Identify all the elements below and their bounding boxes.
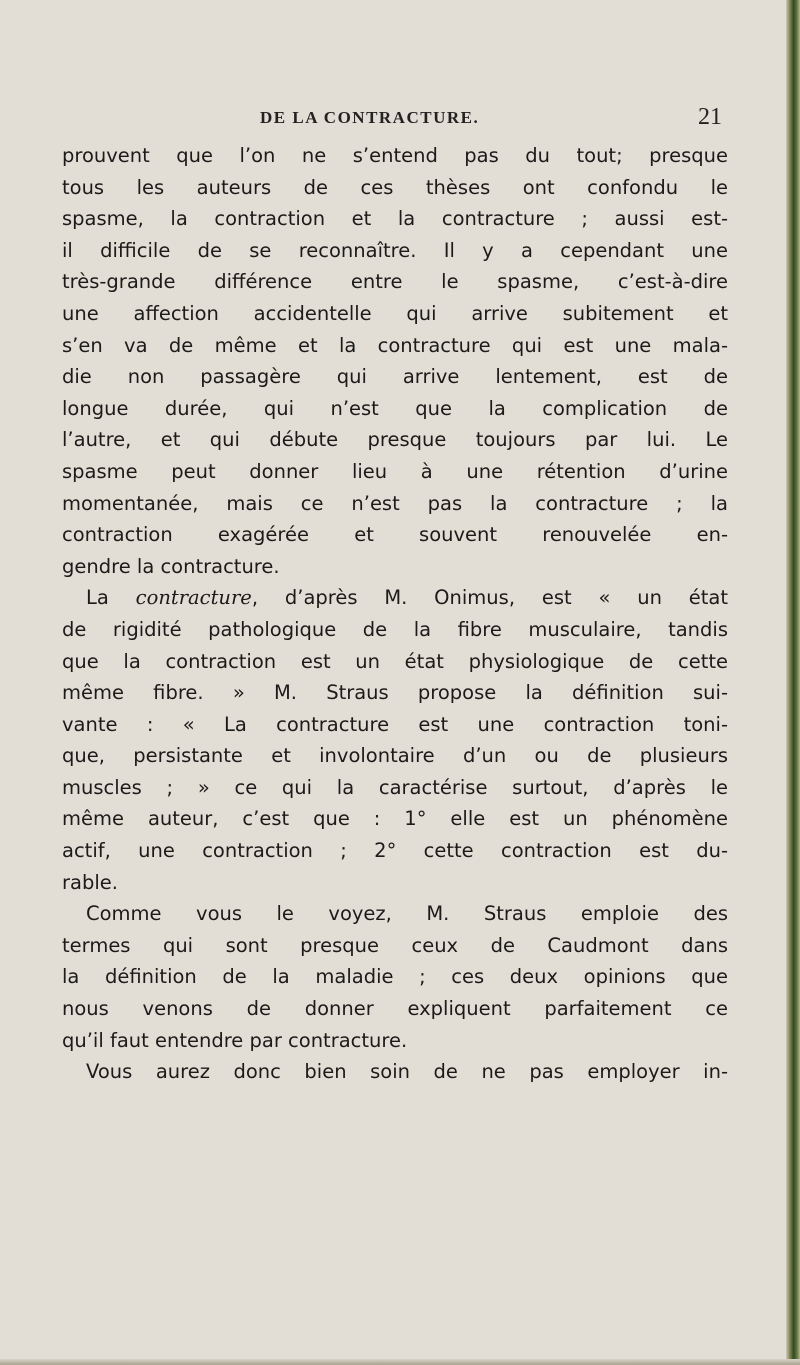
paragraph-first-line — [62, 582, 728, 614]
text-line: Comme vous le voyez, M. Straus emploie des — [86, 902, 728, 926]
text-line: die non passagère qui arrive lentement, est de — [62, 365, 728, 389]
text-line: Vous aurez donc bien soin de ne pas employer in- — [86, 1060, 728, 1084]
text-line: de rigidité pathologique de la fibre musculaire, tandis — [62, 617, 728, 641]
text-line: spasme, la contraction et la contracture ; aussi est- — [62, 207, 728, 231]
text-line: longue durée, qui n’est que la complication de — [62, 396, 728, 420]
text-line: termes qui sont presque ceux de Caudmont dans — [62, 933, 728, 957]
text-line: même fibre. » M. Straus propose la définition sui- — [62, 681, 728, 705]
page-header — [58, 104, 722, 136]
text-line: l’autre, et qui débute presque toujours par lui. Le — [62, 428, 728, 452]
text-line: gendre la contracture. — [62, 554, 280, 578]
text-line: très-grande différence entre le spasme, c’est-à-dire — [62, 270, 728, 294]
text-line: s’en va de même et la contracture qui est une mala- — [62, 333, 728, 357]
text-line: que, persistante et involontaire d’un ou de plusieurs — [62, 744, 728, 768]
text-line: tous les auteurs de ces thèses ont confondu le — [62, 175, 728, 199]
text-line: nous venons de donner expliquent parfaitement ce — [62, 997, 728, 1021]
text-span: , d’après M. Onimus, est « un état — [251, 586, 728, 610]
text-line: prouvent que l’on ne s’entend pas du tout; presque — [62, 144, 728, 167]
text-line: une affection accidentelle qui arrive subitement et — [62, 301, 728, 325]
text-line: rable. — [62, 870, 118, 894]
text-line: spasme peut donner lieu à une rétention d’urine — [62, 459, 728, 483]
text-line: vante : « La contracture est une contraction toni- — [62, 712, 728, 736]
text-line: il difficile de se reconnaître. Il y a cependant une — [62, 238, 728, 262]
text-line: muscles ; » ce qui la caractérise surtout, d’après le — [62, 775, 728, 799]
page-bottom-edge — [0, 1359, 800, 1365]
running-title: DE LA CONTRACTURE. — [260, 108, 480, 127]
text-line: momentanée, mais ce n’est pas la contracture ; la — [62, 491, 728, 515]
binding-edge — [786, 0, 800, 1365]
page-number: 21 — [698, 104, 722, 130]
italic-term: contracture — [135, 586, 252, 610]
text-line: même auteur, c’est que : 1° elle est un phénomène — [62, 807, 728, 831]
text-span: La — [86, 586, 109, 610]
text-line: actif, une contraction ; 2° cette contraction est du- — [62, 839, 728, 863]
text-line: qu’il faut entendre par contracture. — [62, 1028, 408, 1052]
text-line: contraction exagérée et souvent renouvelée en- — [62, 523, 728, 547]
body-text — [62, 140, 728, 1088]
text-line: la définition de la maladie ; ces deux opinions que — [62, 965, 728, 989]
text-line: que la contraction est un état physiologique de cette — [62, 649, 728, 673]
